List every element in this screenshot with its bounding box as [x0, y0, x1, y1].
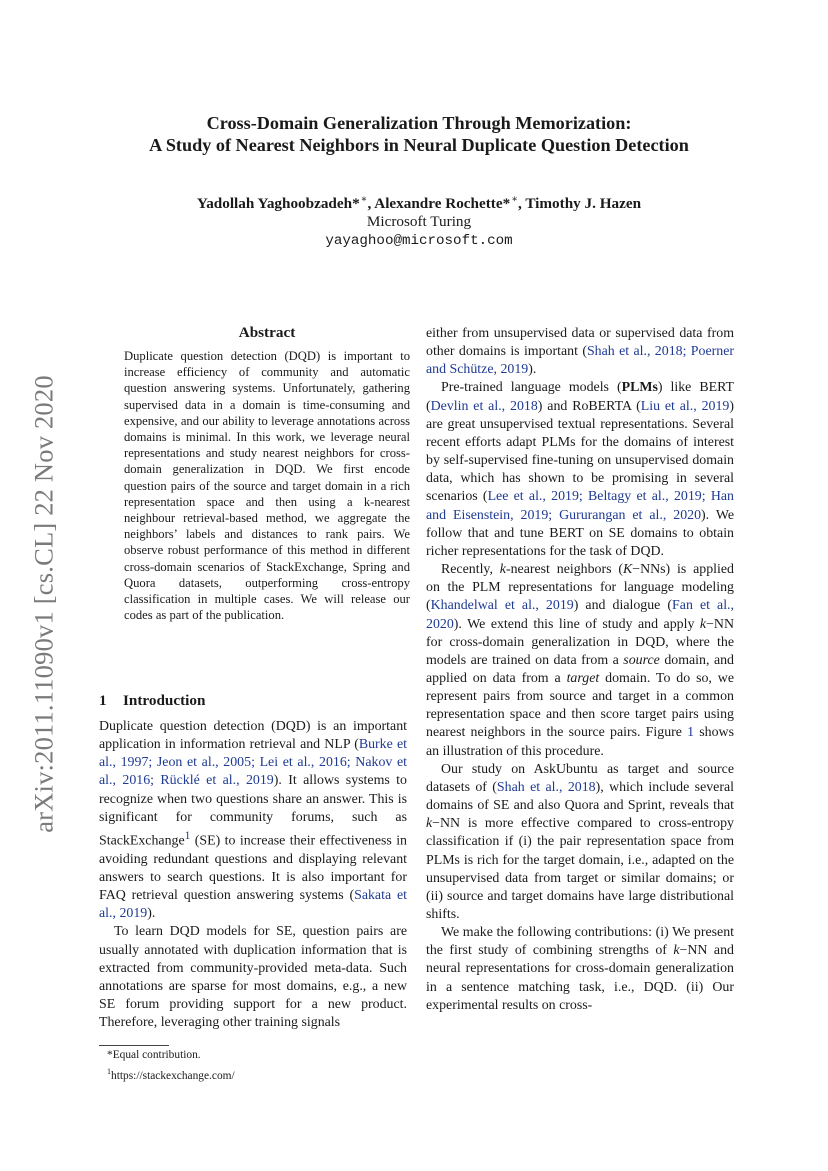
title-line-1: Cross-Domain Generalization Through Memorization:	[206, 113, 632, 133]
intro-paragraph-5	[426, 561, 734, 761]
right-column-body	[426, 325, 734, 1015]
text-run: ) like BERT (	[426, 380, 734, 414]
author-email[interactable]: yayaghoo@microsoft.com	[325, 233, 513, 249]
text-run: either from unsupervised data or supervised data from other domains is important (	[426, 326, 734, 360]
citation-link[interactable]: Khandelwal et al., 2019	[430, 598, 574, 614]
text-run: −NN for cross-domain generalization in DQD, where the models are trained on data from a	[426, 616, 734, 668]
citation-link[interactable]: Lee et al., 2019; Beltagy et al., 2019; Han and Eisenstein, 2019; Gururangan et al., 2020	[426, 489, 734, 523]
text-run: −NN is more effective compared to cross-entropy classification if (i) the pair representation space from PLMs is rich for the target domain, i.e., adapted on the unsupervised data from target or similar domains; or (ii) source and target domains have large distributional shifts.	[426, 816, 734, 922]
math-K: K	[622, 562, 633, 578]
intro-paragraph-6	[426, 761, 734, 924]
author-3: Timothy J. Hazen	[525, 195, 642, 213]
math-k: k	[699, 616, 707, 632]
citation-link[interactable]: Liu et al., 2019	[640, 398, 730, 414]
citation-link[interactable]: Burke et al., 1997; Jeon et al., 2005; Lei et al., 2016; Nakov et al., 2016; Rücklé et al., 2019	[99, 737, 407, 789]
text-run: ) are great unsupervised textual representations. Several recent efforts adapt PLMs for the domains of interest by self-supervised fine-tuning on unsupervised domain data, which has shown to be promising in several scenarios (	[426, 398, 734, 505]
text-run: Our study on AskUbuntu as target and source datasets of (	[426, 761, 734, 795]
citation-link[interactable]: Fan et al., 2020	[426, 598, 734, 632]
text-run: ) and RoBERTA (	[537, 398, 641, 414]
footnote-1-url[interactable]: https://stackexchange.com/	[111, 1069, 235, 1082]
text-run: ). It allows systems to recognize when two questions share an answer. This is significant for community forums, such as StackExchange	[99, 773, 407, 849]
author-2-marker: ∗	[511, 194, 518, 205]
text-run: ) and dialogue (	[573, 598, 673, 614]
text-run: −NNs) is applied on the PLM representations for language modeling (	[426, 562, 734, 614]
intro-paragraph-4	[426, 379, 734, 561]
author-separator-2: ,	[517, 195, 526, 213]
text-run: -nearest neighbors (	[505, 562, 623, 578]
text-run: Duplicate question detection (DQD) is an important application in information retrieval and NLP (	[99, 719, 407, 753]
text-run: −NN and neural representations for cross-domain generalization in a sentence matching task, i.e., DQD. (ii) Our experimental results on cross-	[426, 943, 734, 1013]
intro-paragraph-1	[99, 718, 407, 923]
text-run: domain, and applied on data from a	[426, 652, 735, 686]
citation-link[interactable]: Sakata et al., 2019	[99, 888, 407, 922]
section-number: 1	[99, 692, 107, 709]
math-k: k	[673, 943, 680, 959]
text-run: shows an illustration of this procedure.	[426, 725, 734, 759]
author-1-marker: ∗	[360, 194, 368, 205]
text-run: (SE) to increase their effectiveness in avoiding redundant questions and displaying relevant answers to search questions. It is also important for FAQ retrieval question answering systems (	[99, 833, 407, 904]
intro-paragraph-7	[426, 924, 734, 1015]
section-title: Introduction	[123, 692, 206, 709]
footnotes	[107, 1048, 235, 1084]
citation-link[interactable]: Shah et al., 2018	[496, 779, 596, 795]
paper-title	[110, 112, 728, 156]
text-run: Pre-trained language models (	[441, 380, 622, 396]
abstract-body: Duplicate question detection (DQD) is important to increase efficiency of community and automatic question answering systems. Unfortunately, gathering supervised data in a domain is time-consuming and expensive, and our ability to leverage annotations across domains is minimal. In this work, we leverage neural representations and study nearest neighbors for cross-domain generalization in DQD. We first encode question pairs of the source and target domain in a rich representation space and then using a k-nearest neighbour retrieval-based method, we aggregate the neighbors’ labels and distances to rank pairs. We observe robust performance of this method in different cross-domain scenarios of StackExchange, Spring and Quora datasets, outperforming cross-entropy classification in multiple cases. We will release our codes as part of the publication.	[124, 349, 410, 623]
author-1: Yadollah Yaghoobzadeh*	[196, 195, 360, 213]
text-run: domain. To do so, we represent pairs from source and target in a common representation space and then score target pairs using nearest neighbors in the source pairs. Figure	[426, 670, 734, 741]
footnote-1	[107, 1064, 235, 1084]
text-run: Recently,	[441, 562, 500, 578]
text-run: ). We follow that and tune BERT on SE domains to obtain richer representations for the task of DQD.	[426, 507, 735, 559]
title-line-2: A Study of Nearest Neighbors in Neural Duplicate Question Detection	[149, 135, 689, 155]
left-column-body	[99, 718, 407, 1032]
intro-paragraph-3	[426, 325, 734, 379]
citation-link[interactable]: Devlin et al., 2018	[430, 398, 538, 414]
abstract-heading: Abstract	[238, 324, 296, 341]
affiliation: Microsoft Turing	[366, 213, 472, 230]
footnote-ref-1[interactable]: 1	[184, 828, 191, 842]
text-run: ), which include several domains of SE and also Quora and Sprint, reveals that	[426, 779, 734, 814]
author-2: Alexandre Rochette*	[374, 195, 511, 213]
text-run: ). We extend this line of study and apply	[453, 616, 700, 632]
author-separator-1: ,	[367, 195, 375, 213]
text-run: ).	[147, 906, 156, 922]
bold-term-plms: PLMs	[621, 380, 658, 396]
section-heading-introduction	[99, 692, 205, 710]
citation-link[interactable]: Shah et al., 2018; Poerner and Schütze, 2019	[426, 344, 734, 378]
footnote-1-marker: 1	[107, 1066, 111, 1076]
author-list	[110, 194, 728, 213]
footnote-divider	[99, 1045, 169, 1046]
math-k: k	[426, 816, 433, 832]
arxiv-identifier-stamp: arXiv:2011.11090v1 [cs.CL] 22 Nov 2020	[28, 375, 59, 833]
emphasis-target: target	[566, 670, 600, 686]
math-k: k	[499, 562, 506, 578]
text-run: ).	[528, 362, 537, 378]
intro-paragraph-2: To learn DQD models for SE, question pairs are usually annotated with duplication information that is extracted from community-provided meta-data. Such annotations are sparse for most domains, e.g., a new SE forum providing support for a new product. Therefore, leveraging other training signals	[99, 924, 407, 1031]
emphasis-source: source	[623, 652, 660, 668]
figure-ref-link[interactable]: 1	[687, 725, 695, 741]
footnote-equal-contribution: *Equal contribution.	[107, 1049, 201, 1061]
text-run: We make the following contributions: (i) We present the first study of combining strengths of	[426, 925, 734, 959]
